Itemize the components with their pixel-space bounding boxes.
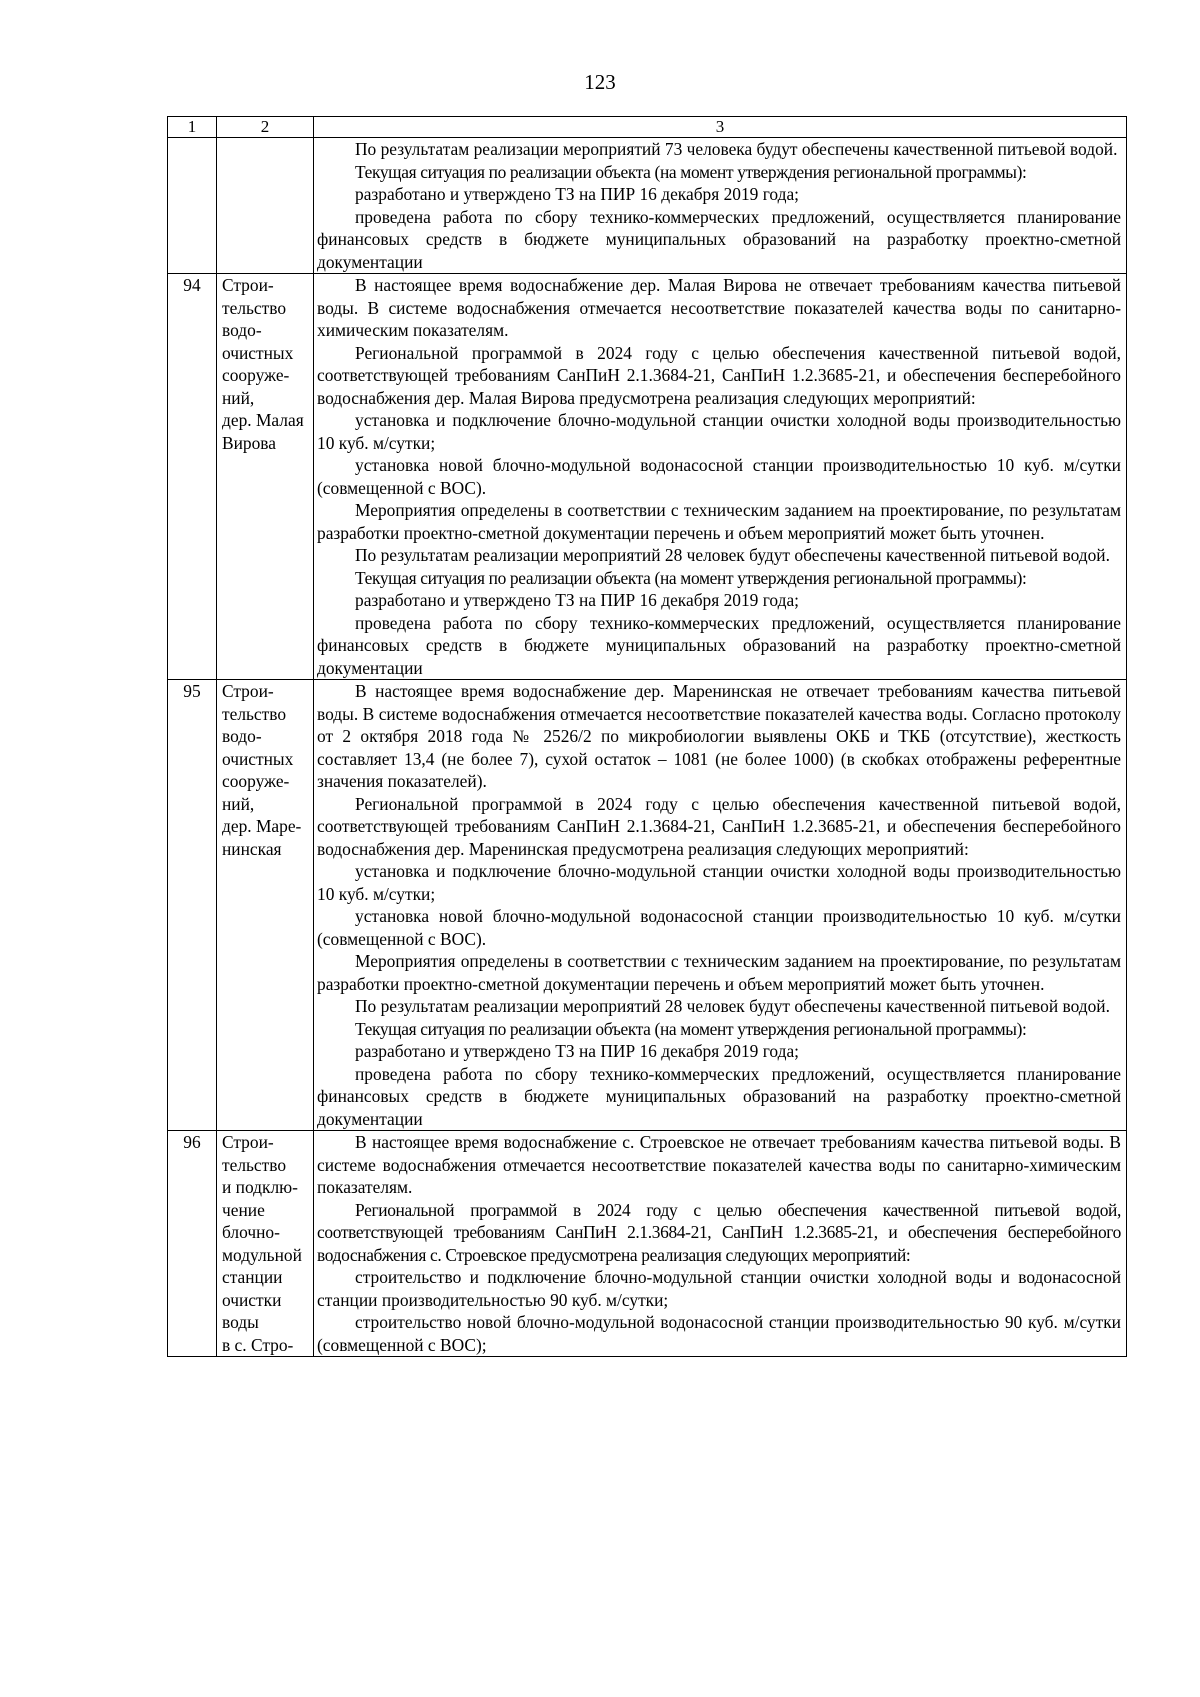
table-row [168,680,1127,1131]
row-number [168,138,217,274]
description-cell [314,138,1127,274]
paragraph: разработано и утверждено ТЗ на ПИР 16 декабря 2019 года; [355,590,800,610]
paragraph: проведена работа по сбору технико-коммерческих предложений, осуществляется планирование финансовых средств в бюджете муниципальных образований на разработку проектно-сметной документации [317,206,1121,272]
paragraph: установка и подключение блочно-модульной станции очистки холодной воды производительностью 10 куб. м/сутки; [317,861,1121,904]
paragraph: разработано и утверждено ТЗ на ПИР 16 декабря 2019 года; [355,1041,800,1061]
paragraph: строительство и подключение блочно-модульной станции очистки холодной воды и водонасосной станции производительностью 90 куб. м/сутки; [317,1267,1121,1310]
paragraph: проведена работа по сбору технико-коммерческих предложений, осуществляется планирование финансовых средств в бюджете муниципальных образований на разработку проектно-сметной документации [317,1063,1121,1129]
object-name: Строи- тельство водо- очистных сооруже- ний, дер. Малая Вирова [217,274,314,680]
paragraph: По результатам реализации мероприятий 28 человек будут обеспечены качественной питьевой водой. [355,545,1110,565]
table-row [168,1131,1127,1357]
paragraph: Региональной программой в 2024 году с целью обеспечения качественной питьевой водой, соответствующей требованиям СанПиН 2.1.3684-21, СанПиН 1.2.3685-21, и обеспечения бесперебойного водоснабжения с. Строевское предусмотрена реализация следующих мероприятий: [317,1199,1121,1265]
paragraph: В настоящее время водоснабжение дер. Малая Вирова не отвечает требованиям качества питьевой воды. В системе водоснабжения отмечается несоответствие показателей качества воды по санитарно-химическим показателям. [317,275,1121,340]
description-cell [314,274,1127,680]
object-name: Строи- тельство и подклю- чение блочно- модульной станции очистки воды в с. Стро- [217,1131,314,1357]
row-number: 95 [168,680,217,1131]
paragraph: В настоящее время водоснабжение с. Строевское не отвечает требованиям качества питьевой воды. В системе водоснабжения отмечается несоответствие показателей качества воды по санитарно-химическим показателям. [317,1132,1121,1197]
paragraph: Текущая ситуация по реализации объекта (на момент утверждения региональной программы): [355,161,1027,182]
page-number: 123 [584,70,616,94]
table-header-row [168,117,1127,138]
paragraph: разработано и утверждено ТЗ на ПИР 16 декабря 2019 года; [355,184,800,204]
column-header-3: 3 [314,117,1127,138]
paragraph: Текущая ситуация по реализации объекта (на момент утверждения региональной программы): [355,567,1027,588]
program-table [167,116,1127,1357]
object-name [217,138,314,274]
paragraph: установка и подключение блочно-модульной станции очистки холодной воды производительностью 10 куб. м/сутки; [317,410,1121,453]
paragraph: установка новой блочно-модульной водонасосной станции производительностью 10 куб. м/сутки (совмещенной с ВОС). [317,455,1121,498]
object-name: Строи- тельство водо- очистных сооруже- ний, дер. Маре- нинская [217,680,314,1131]
table-row [168,138,1127,274]
paragraph: установка новой блочно-модульной водонасосной станции производительностью 10 куб. м/сутки (совмещенной с ВОС). [317,906,1121,949]
paragraph: Текущая ситуация по реализации объекта (на момент утверждения региональной программы): [355,1018,1027,1039]
paragraph: По результатам реализации мероприятий 28 человек будут обеспечены качественной питьевой водой. [355,996,1110,1016]
paragraph: проведена работа по сбору технико-коммерческих предложений, осуществляется планирование финансовых средств в бюджете муниципальных образований на разработку проектно-сметной документации [317,612,1121,678]
paragraph: строительство новой блочно-модульной водонасосной станции производительностью 90 куб. м/сутки (совмещенной с ВОС); [317,1312,1121,1355]
column-header-1: 1 [168,117,217,138]
row-number: 94 [168,274,217,680]
row-number: 96 [168,1131,217,1357]
paragraph: Мероприятия определены в соответствии с техническим заданием на проектирование, по результатам разработки проектно-сметной документации перечень и объем мероприятий может быть уточнен. [317,951,1121,994]
table-row [168,274,1127,680]
paragraph: Региональной программой в 2024 году с целью обеспечения качественной питьевой водой, соответствующей требованиям СанПиН 2.1.3684-21, СанПиН 1.2.3685-21, и обеспечения бесперебойного водоснабжения дер. Малая Вирова предусмотрена реализация следующих мероприятий: [317,342,1121,408]
paragraph: В настоящее время водоснабжение дер. Маренинская не отвечает требованиям качества питьевой воды. В системе водоснабжения отмечается несоответствие показателей качества воды. Согласно протоколу от 2 октября 2018 года № 2526/2 по микробиологии выявлены ОКБ и ТКБ (отсутствие), жесткость составляет 13,4 (не более 7), сухой остаток – 1081 (не более 1000) (в скобках отображены референтные значения показателей). [317,681,1121,791]
description-cell [314,1131,1127,1357]
paragraph: Региональной программой в 2024 году с целью обеспечения качественной питьевой водой, соответствующей требованиям СанПиН 2.1.3684-21, СанПиН 1.2.3685-21, и обеспечения бесперебойного водоснабжения дер. Маренинская предусмотрена реализация следующих мероприятий: [317,793,1121,859]
description-cell [314,680,1127,1131]
paragraph: По результатам реализации мероприятий 73 человека будут обеспечены качественной питьевой водой. [355,139,1118,159]
column-header-2: 2 [217,117,314,138]
paragraph: Мероприятия определены в соответствии с техническим заданием на проектирование, по результатам разработки проектно-сметной документации перечень и объем мероприятий может быть уточнен. [317,500,1121,543]
